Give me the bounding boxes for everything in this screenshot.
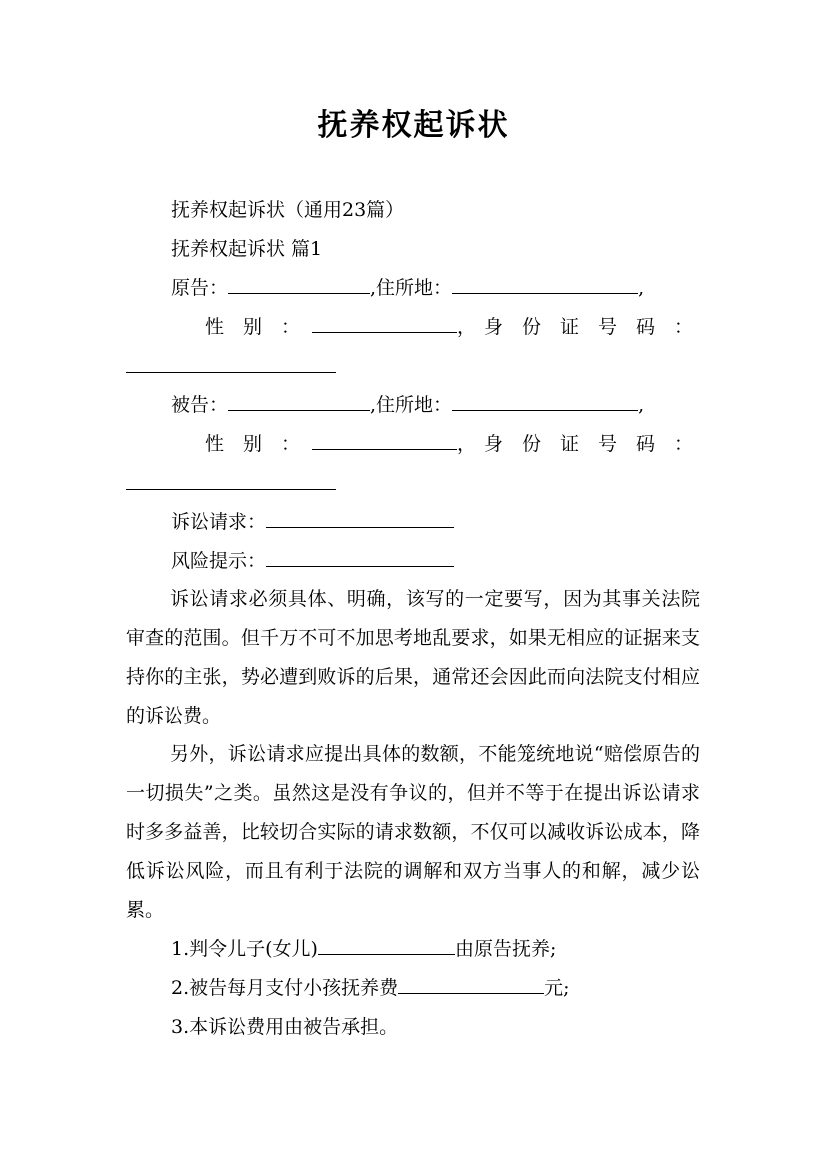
plaintiff-gender-sep: ， <box>457 316 477 338</box>
plaintiff-gender-label: 性 别 ： <box>205 316 301 338</box>
risk-label: 风险提示： <box>171 550 267 572</box>
claim-item-2-text: 2.被告每月支付小孩抚养费 <box>171 977 399 999</box>
claim-label: 诉讼请求： <box>171 511 267 533</box>
plaintiff-id-label: 身 份 证 号 码 ： <box>484 316 694 338</box>
defendant-address-label: ,住所地： <box>370 394 453 416</box>
defendant-gender-line <box>205 431 693 457</box>
document-subtitle: 抚养权起诉状（通用23篇） <box>171 199 405 221</box>
plaintiff-id-blank[interactable] <box>126 372 336 373</box>
claim-item-1-end: 由原告抚养; <box>454 938 557 960</box>
defendant-name-blank[interactable] <box>228 392 370 411</box>
claim-item-2-end: 元; <box>544 977 570 999</box>
paragraph-claim-requirements: 诉讼请求必须具体、明确，该写的一定要写，因为其事关法院审查的范围。但千万不可不加思考地乱要求，如果无相应的证据来支持你的主张，势必遭到败诉的后果，通常还会因此而向法院支付相应的诉讼费。 <box>126 588 700 727</box>
claim-item-2-blank[interactable] <box>398 975 544 994</box>
risk-line <box>171 548 454 574</box>
plaintiff-gender-line <box>205 314 693 340</box>
defendant-gender-label: 性 别 ： <box>205 433 301 455</box>
plaintiff-gender-blank[interactable] <box>312 314 457 333</box>
section-heading: 抚养权起诉状 篇1 <box>171 238 323 260</box>
claim-item-2 <box>171 975 570 1001</box>
claim-item-1-text: 1.判令儿子(女儿) <box>171 938 318 960</box>
claim-line <box>171 509 454 535</box>
document-title: 抚养权起诉状 <box>317 108 510 143</box>
claim-item-1-blank[interactable] <box>318 936 455 955</box>
risk-blank[interactable] <box>266 548 454 567</box>
defendant-line-end: , <box>638 394 645 416</box>
defendant-line <box>171 392 644 418</box>
plaintiff-address-label: ,住所地： <box>370 277 453 299</box>
claim-item-1 <box>171 936 556 962</box>
defendant-id-blank[interactable] <box>126 489 336 490</box>
claim-item-3: 3.本诉讼费用由被告承担。 <box>171 1016 399 1038</box>
plaintiff-label: 原告： <box>171 277 229 299</box>
defendant-address-blank[interactable] <box>452 392 638 411</box>
defendant-gender-sep: ， <box>457 433 477 455</box>
paragraph-claim-amount: 另外，诉讼请求应提出具体的数额，不能笼统地说“赔偿原告的一切损失”之类。虽然这是没有争议的，但并不等于在提出诉讼请求时多多益善，比较切合实际的请求数额，不仅可以减收诉讼成本，降低诉讼风险，而且有利于法院的调解和双方当事人的和解，减少讼累。 <box>126 743 700 921</box>
plaintiff-line-end: , <box>638 277 645 299</box>
defendant-gender-blank[interactable] <box>312 431 457 450</box>
defendant-id-label: 身 份 证 号 码 ： <box>484 433 694 455</box>
plaintiff-address-blank[interactable] <box>452 275 638 294</box>
defendant-label: 被告： <box>171 394 229 416</box>
claim-blank[interactable] <box>266 509 454 528</box>
plaintiff-line <box>171 275 644 301</box>
plaintiff-name-blank[interactable] <box>228 275 370 294</box>
